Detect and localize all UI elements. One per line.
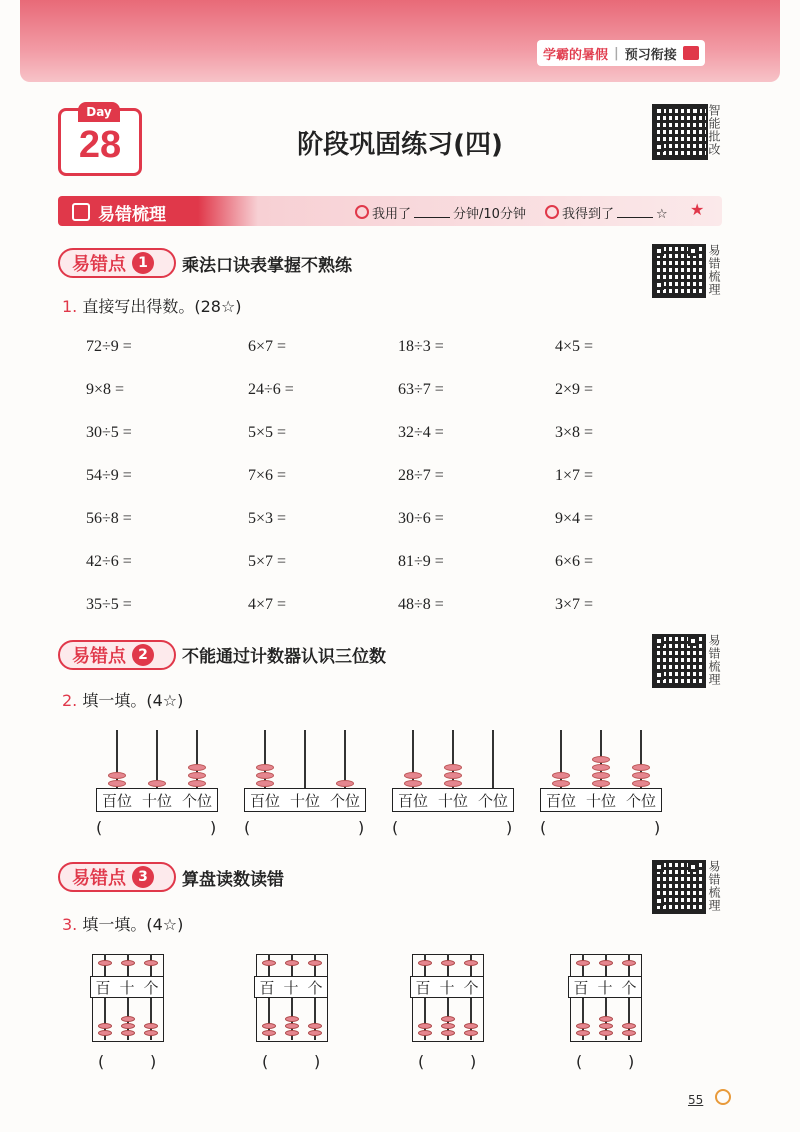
answer-paren-close: ) — [150, 1052, 157, 1071]
abacus-bead — [285, 960, 299, 966]
counter-bead — [108, 780, 126, 787]
counter-bead — [552, 780, 570, 787]
abacus-bead — [285, 1030, 299, 1036]
abacus-bead — [144, 1023, 158, 1029]
series-subtitle: 预习衔接 — [624, 47, 677, 63]
arithmetic-problem[interactable]: 5×7 = — [248, 553, 287, 570]
answer-blank[interactable] — [404, 818, 502, 838]
time-prefix: 我用了 — [372, 207, 412, 222]
time-suffix: 分钟/10分钟 — [453, 207, 526, 222]
abacus-bead — [98, 960, 112, 966]
answer-paren-open: ( — [576, 1052, 583, 1071]
abacus-bead — [262, 1023, 276, 1029]
section-label: 易错梳理 — [98, 205, 166, 225]
counter-bead — [632, 772, 650, 779]
abacus-label-box — [568, 976, 642, 998]
answer-blank[interactable] — [108, 818, 206, 838]
abacus-bead — [418, 960, 432, 966]
qr-finder — [654, 106, 664, 116]
abacus-bead — [98, 1030, 112, 1036]
answer-blank[interactable] — [552, 818, 650, 838]
error-point-title: 不能通过计数器认识三位数 — [182, 647, 386, 667]
counter-rod — [492, 730, 494, 788]
arithmetic-problem[interactable]: 3×8 = — [555, 424, 594, 441]
score-blank[interactable] — [617, 207, 653, 218]
qr-side-label: 易错梳理 — [707, 860, 721, 912]
answer-paren-open: ( — [98, 1052, 105, 1071]
counter-bead — [552, 772, 570, 779]
error-point-badge — [58, 640, 176, 670]
abacus-bead — [576, 960, 590, 966]
series-separator: | — [614, 45, 619, 61]
place-label: 十 — [119, 978, 135, 997]
abacus-bead — [441, 960, 455, 966]
abacus-label-box — [410, 976, 484, 998]
answer-paren-open: ( — [262, 1052, 269, 1071]
answer-paren-close: ) — [654, 818, 661, 837]
error-point-number: 3 — [132, 866, 154, 888]
counter-bead — [108, 772, 126, 779]
counter-bead — [592, 756, 610, 763]
arithmetic-problem[interactable]: 2×9 = — [555, 381, 594, 398]
qr-finder — [688, 246, 698, 256]
qr-finder — [654, 280, 664, 290]
abacus-bead — [308, 1030, 322, 1036]
error-point-label: 易错点 — [72, 254, 126, 275]
place-label: 个 — [307, 978, 323, 997]
place-label: 个 — [621, 978, 637, 997]
day-number: 28 — [78, 124, 122, 166]
arithmetic-problem[interactable]: 32÷4 = — [398, 424, 444, 441]
question-1-title — [62, 294, 242, 317]
place-label: 个位 — [181, 791, 212, 810]
time-info — [355, 203, 526, 222]
counter-bead — [188, 772, 206, 779]
qr-finder — [654, 142, 664, 152]
qr-side-label: 易错梳理 — [707, 634, 721, 686]
counter-bead — [592, 780, 610, 787]
question-number: 1. — [62, 297, 78, 316]
abacus-bead — [464, 1030, 478, 1036]
answer-paren-open: ( — [418, 1052, 425, 1071]
arithmetic-problem[interactable]: 35÷5 = — [86, 596, 132, 613]
arithmetic-problem[interactable]: 1×7 = — [555, 467, 594, 484]
abacus-bead — [98, 1023, 112, 1029]
abacus-bead — [418, 1030, 432, 1036]
arithmetic-problem[interactable]: 6×6 = — [555, 553, 594, 570]
question-number: 2. — [62, 691, 78, 710]
list-icon — [72, 203, 90, 221]
place-label: 个位 — [477, 791, 508, 810]
answer-blank[interactable] — [588, 1052, 624, 1072]
counter-bead — [632, 780, 650, 787]
abacus-bead — [308, 1023, 322, 1029]
place-label: 百 — [95, 978, 111, 997]
arithmetic-problem[interactable]: 72÷9 = — [86, 338, 132, 355]
place-label: 百位 — [101, 791, 132, 810]
abacus-bead — [622, 1023, 636, 1029]
qr-finder — [654, 246, 664, 256]
qr-finder — [654, 862, 664, 872]
place-label: 十位 — [141, 791, 172, 810]
score-suffix: ☆ — [656, 207, 668, 222]
arithmetic-problem[interactable]: 63÷7 = — [398, 381, 444, 398]
counter-bead — [404, 780, 422, 787]
abacus-bead — [441, 1016, 455, 1022]
time-blank[interactable] — [414, 207, 450, 218]
qr-side-label: 智能批改 — [707, 104, 721, 156]
qr-finder — [688, 636, 698, 646]
arithmetic-problem[interactable]: 81÷9 = — [398, 553, 444, 570]
counter-bead — [444, 772, 462, 779]
place-label: 个位 — [329, 791, 360, 810]
place-label: 百 — [573, 978, 589, 997]
counter-bead — [188, 764, 206, 771]
counter-bead — [148, 780, 166, 787]
counter-bead — [256, 780, 274, 787]
place-value-label-box — [392, 788, 514, 812]
error-point-number: 2 — [132, 644, 154, 666]
question-2-title — [62, 688, 183, 711]
arithmetic-problem[interactable]: 9×8 = — [86, 381, 125, 398]
counter-rod — [304, 730, 306, 788]
page-title: 阶段巩固练习(四) — [297, 130, 503, 160]
arithmetic-problem[interactable]: 54÷9 = — [86, 467, 132, 484]
qr-finder — [690, 106, 700, 116]
error-point-title: 算盘读数读错 — [182, 870, 284, 890]
abacus-bead — [285, 1023, 299, 1029]
abacus-bead — [285, 1016, 299, 1022]
place-label: 十位 — [289, 791, 320, 810]
abacus-bead — [121, 1023, 135, 1029]
answer-paren-open: ( — [96, 818, 103, 837]
place-value-label-box — [540, 788, 662, 812]
abacus-label-box — [254, 976, 328, 998]
place-label: 百 — [415, 978, 431, 997]
counter-bead — [444, 764, 462, 771]
sun-icon — [715, 1089, 731, 1105]
place-value-label-box — [244, 788, 366, 812]
abacus-bead — [121, 960, 135, 966]
error-point-title: 乘法口诀表掌握不熟练 — [182, 256, 352, 276]
place-value-label-box — [96, 788, 218, 812]
arithmetic-problem[interactable]: 3×7 = — [555, 596, 594, 613]
answer-paren-open: ( — [540, 818, 547, 837]
check-icon — [545, 205, 559, 219]
counter-bead — [256, 772, 274, 779]
arithmetic-problem[interactable]: 56÷8 = — [86, 510, 132, 527]
abacus-bead — [464, 1023, 478, 1029]
error-point-badge — [58, 862, 176, 892]
arithmetic-problem[interactable]: 7×6 = — [248, 467, 287, 484]
counter-bead — [444, 780, 462, 787]
abacus-bead — [308, 960, 322, 966]
series-name: 学霸的暑假 — [543, 47, 609, 63]
abacus-bead — [262, 960, 276, 966]
counter-bead — [188, 780, 206, 787]
arithmetic-problem[interactable]: 30÷5 = — [86, 424, 132, 441]
abacus-label-box — [90, 976, 164, 998]
arithmetic-problem[interactable]: 24÷6 = — [248, 381, 294, 398]
place-label: 十 — [597, 978, 613, 997]
counter-bead — [336, 780, 354, 787]
abacus-bead — [599, 1030, 613, 1036]
arithmetic-problem[interactable]: 4×7 = — [248, 596, 287, 613]
answer-blank[interactable] — [430, 1052, 466, 1072]
place-label: 个 — [143, 978, 159, 997]
abacus-bead — [441, 1023, 455, 1029]
place-label: 十位 — [437, 791, 468, 810]
error-point-number: 1 — [132, 252, 154, 274]
arithmetic-problem[interactable]: 18÷3 = — [398, 338, 444, 355]
abacus-bead — [144, 1030, 158, 1036]
answer-paren-close: ) — [628, 1052, 635, 1071]
arithmetic-problem[interactable]: 48÷8 = — [398, 596, 444, 613]
place-label: 百位 — [397, 791, 428, 810]
abacus-bead — [144, 960, 158, 966]
arithmetic-problem[interactable]: 5×5 = — [248, 424, 287, 441]
question-number: 3. — [62, 915, 78, 934]
counter-bead — [592, 772, 610, 779]
qr-finder — [688, 862, 698, 872]
answer-paren-open: ( — [244, 818, 251, 837]
answer-blank[interactable] — [274, 1052, 310, 1072]
answer-blank[interactable] — [110, 1052, 146, 1072]
abacus-bead — [441, 1030, 455, 1036]
answer-blank[interactable] — [256, 818, 354, 838]
answer-paren-close: ) — [210, 818, 217, 837]
counter-bead — [592, 764, 610, 771]
arithmetic-problem[interactable]: 42÷6 = — [86, 553, 132, 570]
counter-bead — [256, 764, 274, 771]
arithmetic-problem[interactable]: 6×7 = — [248, 338, 287, 355]
abacus-bead — [418, 1023, 432, 1029]
question-text: 填一填。(4☆) — [82, 915, 184, 934]
answer-paren-close: ) — [314, 1052, 321, 1071]
place-label: 百位 — [249, 791, 280, 810]
error-point-label: 易错点 — [72, 868, 126, 889]
star-icon: ★ — [690, 200, 705, 219]
score-info — [545, 203, 668, 222]
arithmetic-problem[interactable]: 28÷7 = — [398, 467, 444, 484]
counter-bead — [632, 764, 650, 771]
arithmetic-problem[interactable]: 9×4 = — [555, 510, 594, 527]
place-label: 十 — [283, 978, 299, 997]
arithmetic-problem[interactable]: 30÷6 = — [398, 510, 444, 527]
question-text: 填一填。(4☆) — [82, 691, 184, 710]
question-3-title — [62, 912, 183, 935]
abacus-bead — [622, 960, 636, 966]
page-number: 55 — [688, 1093, 704, 1107]
abacus-bead — [262, 1030, 276, 1036]
error-point-label: 易错点 — [72, 646, 126, 667]
question-text: 直接写出得数。(28☆) — [82, 297, 242, 316]
answer-paren-open: ( — [392, 818, 399, 837]
clock-icon — [355, 205, 369, 219]
place-label: 十 — [439, 978, 455, 997]
error-point-badge — [58, 248, 176, 278]
place-label: 百 — [259, 978, 275, 997]
day-label: Day — [78, 102, 120, 122]
abacus-bead — [599, 1016, 613, 1022]
qr-finder — [654, 896, 664, 906]
answer-paren-close: ) — [506, 818, 513, 837]
book-icon — [683, 46, 699, 60]
arithmetic-problem[interactable]: 4×5 = — [555, 338, 594, 355]
counter-bead — [404, 772, 422, 779]
place-label: 个位 — [625, 791, 656, 810]
answer-paren-close: ) — [470, 1052, 477, 1071]
series-tag — [537, 40, 705, 66]
place-label: 个 — [463, 978, 479, 997]
arithmetic-problem[interactable]: 5×3 = — [248, 510, 287, 527]
qr-finder — [654, 670, 664, 680]
abacus-bead — [599, 1023, 613, 1029]
qr-finder — [654, 636, 664, 646]
place-label: 百位 — [545, 791, 576, 810]
abacus-bead — [576, 1030, 590, 1036]
abacus-bead — [464, 960, 478, 966]
abacus-bead — [622, 1030, 636, 1036]
abacus-bead — [121, 1016, 135, 1022]
answer-paren-close: ) — [358, 818, 365, 837]
place-label: 十位 — [585, 791, 616, 810]
abacus-bead — [576, 1023, 590, 1029]
abacus-bead — [599, 960, 613, 966]
qr-side-label: 易错梳理 — [707, 244, 721, 296]
score-prefix: 我得到了 — [562, 207, 615, 222]
abacus-bead — [121, 1030, 135, 1036]
